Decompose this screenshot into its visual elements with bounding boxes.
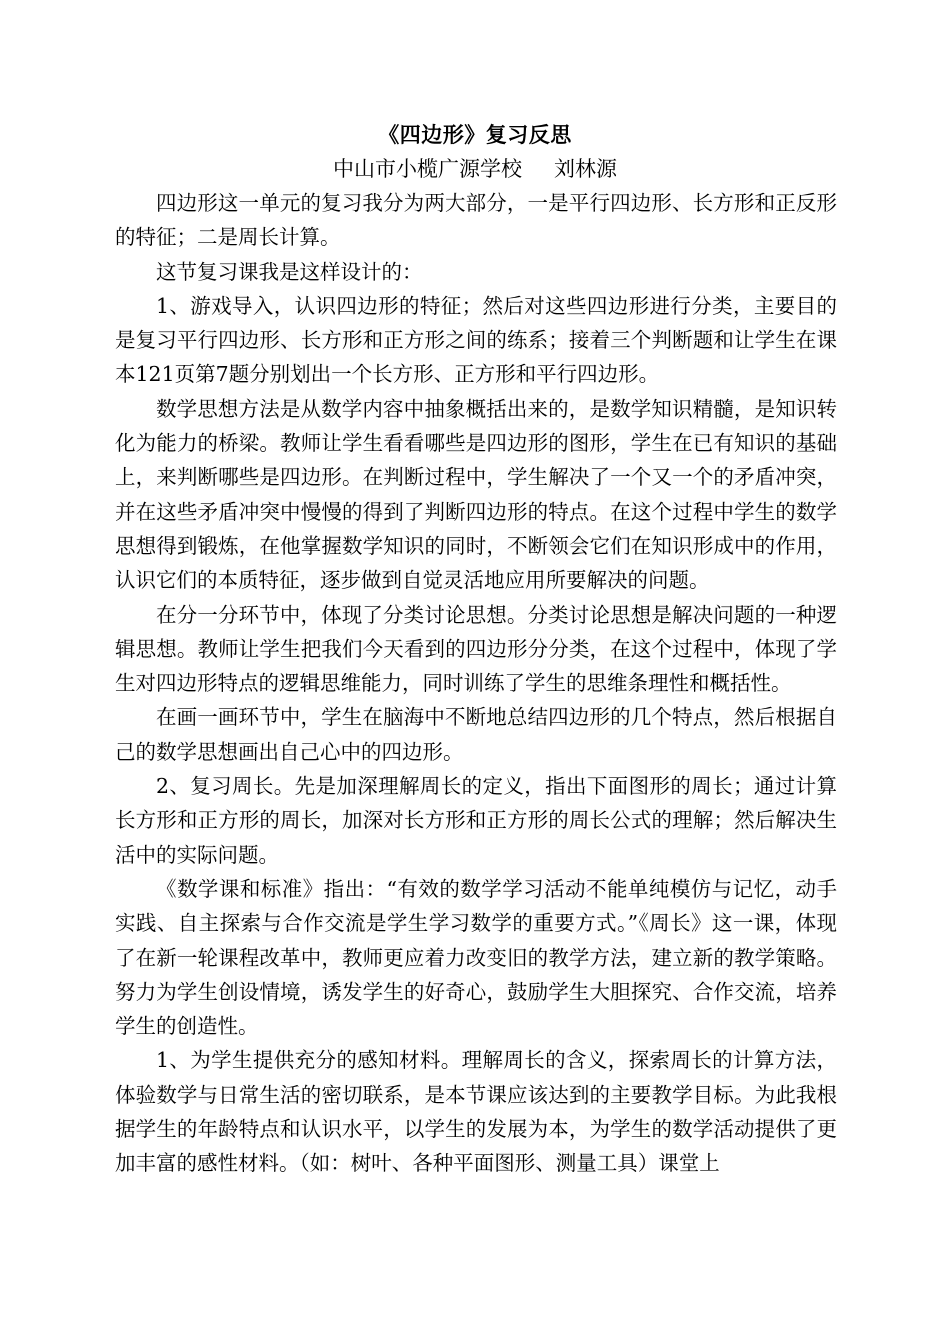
document-title: 《四边形》复习反思 [378, 122, 572, 147]
author-name: 刘林源 [554, 157, 617, 181]
paragraph-4: 数学思想方法是从数学内容中抽象概括出来的，是数学知识精髓，是知识转化为能力的桥梁。教师让学生看看哪些是四边形的图形，学生在已有知识的基础上，来判断哪些是四边形。在判断过程中，学生解决了一个又一个的矛盾冲突，并在这些矛盾冲突中慢慢的得到了判断四边形的特点。在这个过程中学生的数学思想得到锻炼，在他掌握数学知识的同时，不断领会它们在知识形成中的作用，认识它们的本质特征，逐步做到自觉灵活地应用所要解决的问题。 [115, 396, 837, 593]
paragraph-1: 四边形这一单元的复习我分为两大部分，一是平行四边形、长方形和正反形的特征；二是周长计算。 [115, 191, 837, 250]
paragraph-3: 1、游戏导入，认识四边形的特征；然后对这些四边形进行分类，主要目的是复习平行四边形、长方形和正方形之间的练系；接着三个判断题和让学生在课本121页第7题分别划出一个长方形、正方形和平行四边形。 [115, 293, 837, 387]
document-body [115, 186, 837, 1181]
paragraph-8: 《数学课和标准》指出：“有效的数学学习活动不能单纯模仿与记忆，动手实践、自主探索与合作交流是学生学习数学的重要方式。”《周长》这一课，体现了在新一轮课程改革中，教师更应着力改变旧的教学方法，建立新的教学策略。努力为学生创设情境，诱发学生的好奇心，鼓励学生大胆探究、合作交流，培养学生的创造性。 [115, 876, 837, 1039]
paragraph-5: 在分一分环节中，体现了分类讨论思想。分类讨论思想是解决问题的一种逻辑思想。教师让学生把我们今天看到的四边形分分类，在这个过程中，体现了学生对四边形特点的逻辑思维能力，同时训练了学生的思维条理性和概括性。 [115, 602, 837, 696]
paragraph-7: 2、复习周长。先是加深理解周长的定义，指出下面图形的周长；通过计算长方形和正方形的周长，加深对长方形和正方形的周长公式的理解；然后解决生活中的实际问题。 [115, 774, 837, 867]
paragraph-6: 在画一画环节中，学生在脑海中不断地总结四边形的几个特点，然后根据自己的数学思想画出自己心中的四边形。 [115, 705, 837, 764]
school-name: 中山市小榄广源学校 [333, 157, 522, 181]
paragraph-2: 这节复习课我是这样设计的： [156, 259, 423, 284]
byline [0, 152, 950, 186]
paragraph-9: 1、为学生提供充分的感知材料。理解周长的含义，探索周长的计算方法，体验数学与日常生活的密切联系，是本节课应该达到的主要教学目标。为此我根据学生的年龄特点和认识水平，以学生的发展为本，为学生的数学活动提供了更加丰富的感性材料。（如：树叶、各种平面图形、测量工具）课堂上 [115, 1048, 837, 1176]
